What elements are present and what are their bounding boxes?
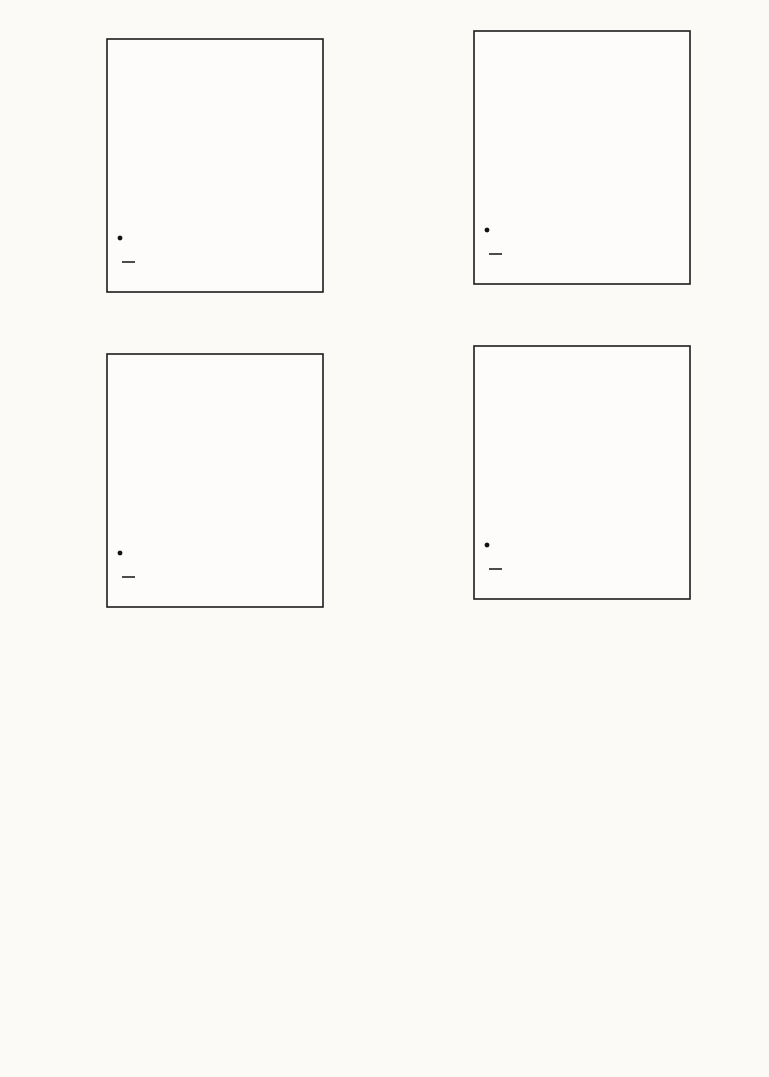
map-frame: [107, 354, 323, 607]
figure-8-caption-en: [402, 628, 761, 644]
figure-8-caption-zh: [402, 607, 761, 623]
figure-5-caption-en: [35, 321, 394, 337]
rotation-dot-icon: [117, 551, 122, 556]
tidal-ellipse-map-fig8: [473, 345, 691, 600]
right-column: [402, 26, 761, 670]
map-frame: [107, 39, 323, 292]
figure-8: [402, 345, 761, 644]
rotation-dot-icon: [117, 236, 122, 241]
map-legend: [484, 543, 501, 569]
map-frame: [474, 31, 690, 284]
rotation-dot-icon: [484, 543, 489, 548]
rotation-dot-icon: [484, 228, 489, 233]
left-column: [35, 26, 394, 670]
figure-6: [35, 353, 394, 652]
map-frame: [474, 346, 690, 599]
figure-7-caption-en: [402, 313, 761, 329]
figure-7: [402, 30, 761, 329]
tidal-ellipse-map-fig6: [106, 353, 324, 608]
map-legend: [117, 236, 134, 262]
tidal-ellipse-map-fig5: [106, 38, 324, 293]
figure-7-caption-zh: [402, 292, 761, 308]
figure-5-caption-zh: [35, 300, 394, 316]
figure-6-caption-en: [35, 636, 394, 652]
map-legend: [117, 551, 134, 577]
map-legend: [484, 228, 501, 254]
figure-5: [35, 38, 394, 337]
tidal-ellipse-map-fig7: [473, 30, 691, 285]
figure-6-caption-zh: [35, 615, 394, 631]
